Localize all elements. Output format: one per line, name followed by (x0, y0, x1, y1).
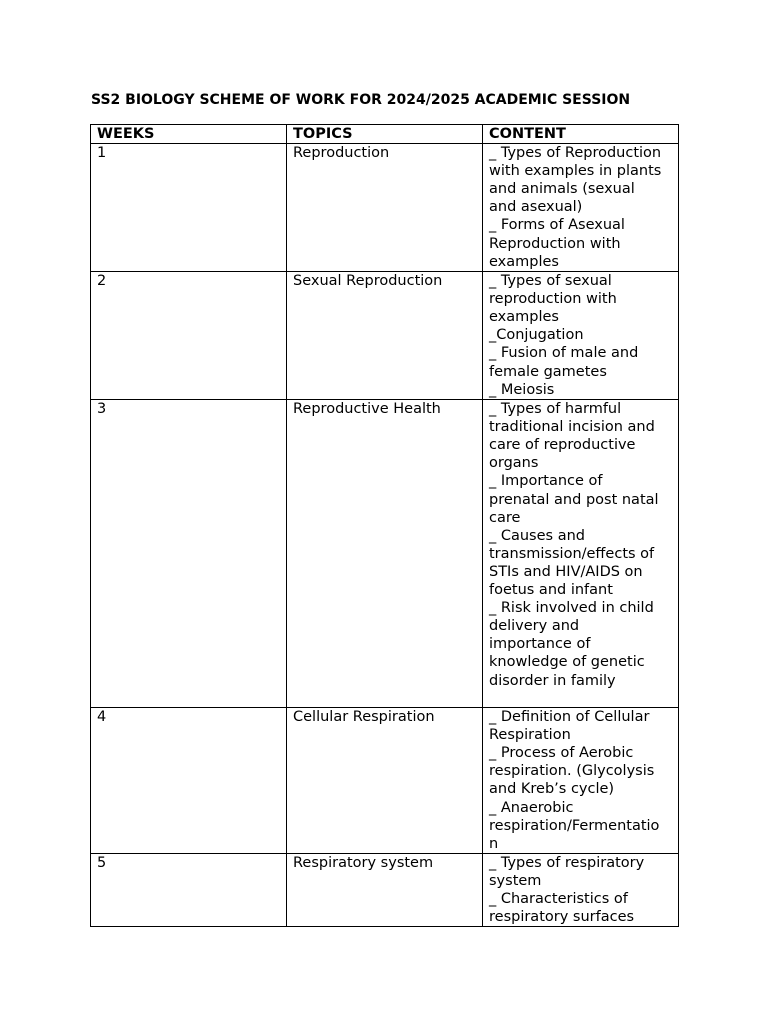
content-line: care (489, 509, 521, 526)
content-line: _ Types of Reproduction (489, 145, 662, 162)
content-line: _ Anaerobic (489, 799, 574, 816)
content-line: Reproduction with (489, 235, 621, 252)
content-cell (483, 708, 679, 854)
content-line: _ Types of sexual (489, 273, 612, 290)
topic-cell: Sexual Reproduction (287, 272, 483, 400)
content-line: reproduction with (489, 291, 617, 308)
content-line: with examples in plants (489, 163, 662, 180)
content-cell (483, 853, 679, 926)
content-line: _ Characteristics of (489, 891, 628, 908)
content-line: _ Meiosis (489, 381, 555, 398)
content-line: and animals (sexual (489, 181, 635, 198)
content-line: _ Forms of Asexual (489, 217, 625, 234)
header-weeks: WEEKS (91, 125, 287, 144)
content-line: _ Risk involved in child (489, 600, 654, 617)
content-cell (483, 272, 679, 400)
table-row (91, 708, 679, 854)
content-line: disorder in family (489, 672, 616, 689)
content-line: _ Types of respiratory (489, 854, 645, 871)
content-line: organs (489, 455, 539, 472)
content-line: respiration. (Glycolysis (489, 763, 655, 780)
content-line: STIs and HIV/AIDS on (489, 563, 643, 580)
header-content: CONTENT (483, 125, 679, 144)
content-line: knowledge of genetic (489, 654, 645, 671)
content-line: respiration/Fermentatio (489, 817, 660, 834)
content-line: _ Importance of (489, 473, 603, 490)
topic-cell: Cellular Respiration (287, 708, 483, 854)
content-line: female gametes (489, 363, 607, 380)
content-line: _Conjugation (489, 327, 584, 344)
content-line: _ Fusion of male and (489, 345, 639, 362)
topic-cell: Reproduction (287, 144, 483, 272)
content-line: examples (489, 253, 559, 270)
week-cell: 2 (91, 272, 287, 400)
content-line: and Kreb’s cycle) (489, 781, 615, 798)
topic-cell: Respiratory system (287, 853, 483, 926)
table-body (91, 144, 679, 927)
content-line: system (489, 872, 542, 889)
week-cell: 4 (91, 708, 287, 854)
content-line: _ Process of Aerobic (489, 745, 634, 762)
content-line: Respiration (489, 727, 571, 744)
content-line: prenatal and post natal (489, 491, 659, 508)
content-line: importance of (489, 636, 591, 653)
content-line: n (489, 835, 499, 852)
content-cell (483, 400, 679, 708)
scheme-table (90, 124, 679, 927)
content-cell (483, 144, 679, 272)
content-line: care of reproductive (489, 437, 636, 454)
topic-cell: Reproductive Health (287, 400, 483, 708)
header-topics: TOPICS (287, 125, 483, 144)
content-line: foetus and infant (489, 582, 613, 599)
content-line: traditional incision and (489, 419, 655, 436)
table-row (91, 144, 679, 272)
week-cell: 1 (91, 144, 287, 272)
content-line: delivery and (489, 618, 580, 635)
week-cell: 5 (91, 853, 287, 926)
table-row (91, 853, 679, 926)
document-title: SS2 BIOLOGY SCHEME OF WORK FOR 2024/2025 ACADEMIC SESSION (91, 92, 631, 108)
content-line: transmission/effects of (489, 545, 655, 562)
content-line: _ Causes and (489, 527, 585, 544)
content-line: _ Types of harmful (489, 401, 622, 418)
table-header-row (91, 125, 679, 144)
table-row (91, 400, 679, 708)
content-line: _ Definition of Cellular (489, 709, 650, 726)
content-line: and asexual) (489, 199, 583, 216)
content-line: examples (489, 309, 559, 326)
content-line: respiratory surfaces (489, 909, 635, 926)
week-cell: 3 (91, 400, 287, 708)
table-row (91, 272, 679, 400)
